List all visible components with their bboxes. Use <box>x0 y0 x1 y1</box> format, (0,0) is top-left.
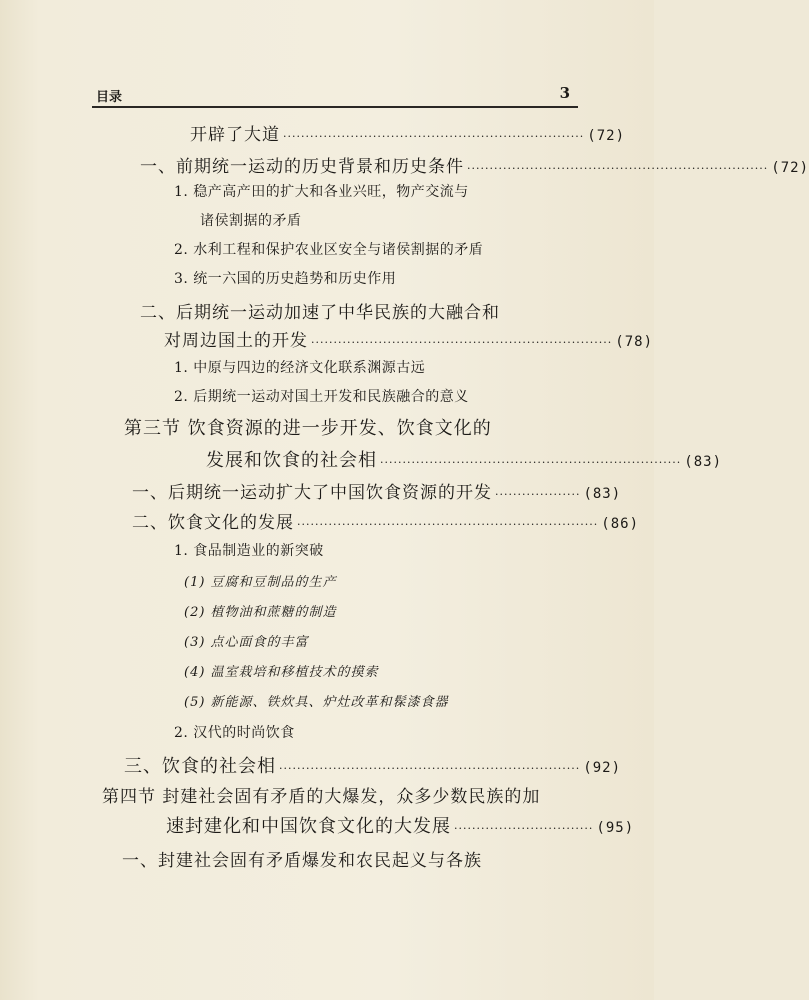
toc-entry-page: (95) <box>596 820 635 836</box>
toc-section <box>124 414 492 440</box>
toc-entry-page: (86) <box>601 516 639 532</box>
toc-entry-text: 开辟了大道 <box>190 125 280 145</box>
leader-dots: ··································································· <box>380 456 682 469</box>
toc-entry-text: (3) 点心面食的丰富 <box>184 635 309 650</box>
toc-entry-text: 3. 统一六国的历史趋势和历史作用 <box>174 271 397 287</box>
toc-entry <box>184 691 449 710</box>
toc-entry-text: 二、后期统一运动加速了中华民族的大融合和 <box>140 303 500 323</box>
toc-entry <box>124 752 621 778</box>
toc-entry-text: (2) 植物油和蔗糖的制造 <box>184 605 337 620</box>
toc-entry <box>184 571 337 590</box>
toc-entry-page: (72) <box>587 128 625 144</box>
toc-entry-text: 三、饮食的社会相 <box>124 756 276 777</box>
toc-entry <box>174 357 425 377</box>
toc-entry-text: 对周边国土的开发 <box>164 331 308 351</box>
toc-entry <box>190 120 625 145</box>
toc-entry <box>174 239 483 259</box>
header-rule <box>92 106 578 108</box>
toc-entry-text: (5) 新能源、铁炊具、炉灶改革和髹漆食器 <box>184 695 449 710</box>
toc-entry <box>184 601 337 620</box>
toc-entry-text: 一、前期统一运动的历史背景和历史条件 <box>140 157 464 177</box>
toc-entry-page: (83) <box>583 486 622 502</box>
toc-entry <box>184 661 379 680</box>
toc-entry <box>174 181 469 201</box>
toc-entry-text: 二、饮食文化的发展 <box>132 513 294 533</box>
toc-entry-text: 1. 稳产高产田的扩大和各业兴旺，物产交流与 <box>174 184 469 200</box>
toc-section <box>206 446 722 472</box>
toc-entry-text: 2. 水利工程和保护农业区安全与诸侯割据的矛盾 <box>174 242 484 258</box>
toc-entry-page: (78) <box>615 334 653 350</box>
toc-entry <box>174 268 396 288</box>
toc-entry <box>122 846 482 871</box>
toc-entry-page: (92) <box>583 760 621 776</box>
toc-section <box>102 782 584 807</box>
toc-entry-text: 1. 中原与四边的经济文化联系渊源古远 <box>174 360 426 376</box>
toc-entry-text: 第三节 饮食资源的进一步开发、饮食文化的 <box>124 418 492 439</box>
toc-entry-text: 一、封建社会固有矛盾爆发和农民起义与各族 <box>122 851 482 871</box>
toc-section <box>166 812 635 838</box>
toc-entry <box>140 298 500 323</box>
toc-entry-text: 1. 食品制造业的新突破 <box>174 543 324 559</box>
toc-entry-page: (72) <box>771 160 809 176</box>
toc-entry-text: 第四节 封建社会固有矛盾的大爆发，众多少数民族的加 <box>102 787 541 807</box>
leader-dots: ······························· <box>454 822 594 835</box>
toc-entry-text: 发展和饮食的社会相 <box>206 450 377 471</box>
leader-dots: ··································································· <box>283 130 585 143</box>
leader-dots: ··································································· <box>311 336 613 349</box>
leader-dots: ··················· <box>495 488 581 501</box>
toc-entry <box>132 478 622 503</box>
toc-entry-text: (1) 豆腐和豆制品的生产 <box>184 575 337 590</box>
leader-dots: ··································································· <box>279 762 581 775</box>
toc-entry-text: 诸侯割据的矛盾 <box>200 213 302 229</box>
header-title: 目录 <box>96 90 123 105</box>
leader-dots: ··································································· <box>297 518 599 531</box>
toc-entry <box>140 152 809 177</box>
toc-entry <box>174 722 295 742</box>
toc-entry <box>184 631 309 650</box>
leader-dots: ··································································· <box>467 162 769 175</box>
toc-entry-text: 2. 汉代的时尚饮食 <box>174 725 295 741</box>
toc-entry <box>164 326 653 351</box>
toc-entry-text: 2. 后期统一运动对国土开发和民族融合的意义 <box>174 389 469 405</box>
toc-entry-page: (83) <box>684 454 722 470</box>
toc-entry-text: 一、后期统一运动扩大了中国饮食资源的开发 <box>132 483 492 503</box>
toc-entry-text: 速封建化和中国饮食文化的大发展 <box>166 816 451 837</box>
toc-entry <box>174 386 469 406</box>
toc-entry <box>132 508 639 533</box>
running-header <box>92 84 578 106</box>
toc-entry <box>200 210 302 230</box>
page-number: 3 <box>559 84 570 102</box>
toc-entry-text: (4) 温室栽培和移植技术的摸索 <box>184 665 379 680</box>
toc-entry <box>174 540 324 560</box>
